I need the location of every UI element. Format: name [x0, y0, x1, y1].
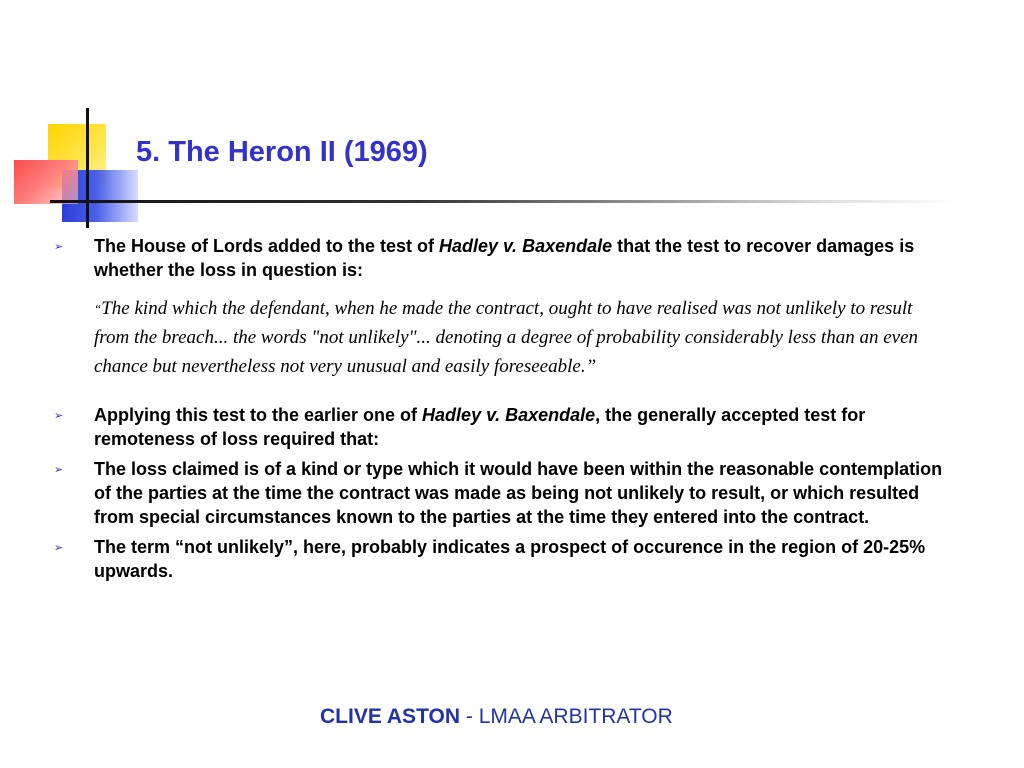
- bullet-item: [54, 403, 954, 451]
- bullet-arrow-icon: ➢: [54, 240, 64, 253]
- quote-open-mark: “: [94, 301, 102, 316]
- bullet-item: [54, 457, 954, 529]
- case-name: Hadley v. Baxendale: [422, 405, 596, 425]
- quote-text: The kind which the defendant, when he made the contract, ought to have realised was not unlikely to result from the breach... the words "not unlikely"... denoting a degree of probability considerably less than an even chance but nevertheless not very unusual and easily foreseeable.”: [94, 298, 919, 377]
- bullet-text: The term “not unlikely”, here, probably indicates a prospect of occurence in the region of 20-25% upwards.: [94, 537, 926, 581]
- logo-vertical-line: [86, 108, 89, 228]
- logo-red-square: [14, 160, 78, 204]
- slide-content: [54, 234, 954, 583]
- footer-name: CLIVE ASTON: [320, 705, 461, 728]
- footer-role: - LMAA ARBITRATOR: [460, 705, 673, 728]
- slide-title: 5. The Heron II (1969): [136, 136, 428, 168]
- quotation: [94, 294, 944, 381]
- bullet-item: [54, 234, 954, 282]
- case-name: Hadley v. Baxendale: [439, 236, 613, 256]
- bullet-text: The loss claimed is of a kind or type which it would have been within the reasonable contemplation of the parties at the time the contract was made as being not unlikely to result, or which resulted from special circumstances known to the parties at the time they entered into the contract.: [94, 459, 943, 527]
- bullet-text-part: Applying this test to the earlier one of: [94, 405, 423, 425]
- footer: [320, 705, 673, 729]
- bullet-text-part: , the generally accepted test for remoteness of loss required that:: [94, 405, 866, 449]
- bullet-item: [54, 535, 954, 583]
- bullet-text-part: The House of Lords added to the test of: [94, 236, 440, 256]
- bullet-text-part: that the test to recover damages is whether the loss in question is:: [94, 236, 915, 280]
- bullet-arrow-icon: ➢: [54, 541, 64, 554]
- bullet-arrow-icon: ➢: [54, 409, 64, 422]
- bullet-text: [94, 234, 954, 282]
- bullet-text: [94, 403, 954, 451]
- bullet-arrow-icon: ➢: [54, 463, 64, 476]
- decorative-logo: [0, 0, 1024, 240]
- title-underline: [50, 200, 960, 203]
